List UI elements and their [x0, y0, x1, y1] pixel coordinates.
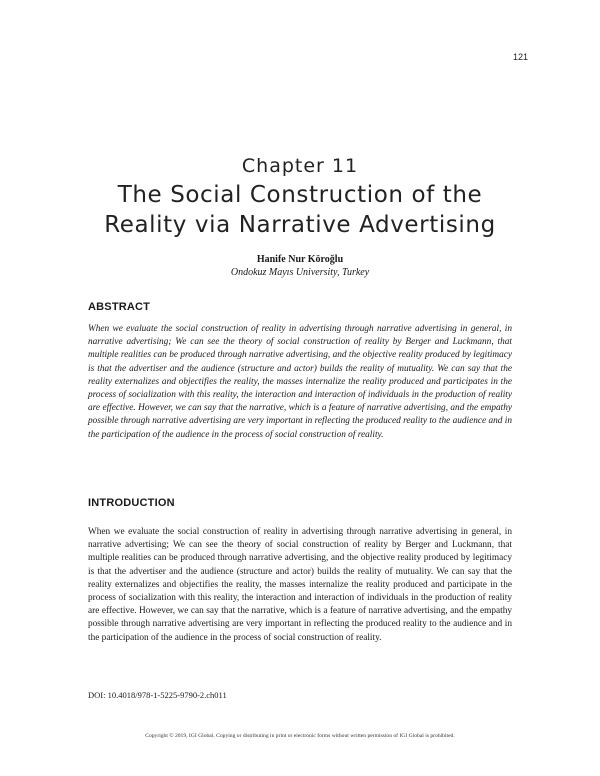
copyright-notice: Copyright © 2019, IGI Global. Copying or distributing in print or electronic forms without written permission of IGI Global is prohibited. — [145, 733, 455, 739]
doi: DOI: 10.4018/978-1-5225-9790-2.ch011 — [88, 690, 227, 700]
chapter-title-line-2: Reality via Narrative Advertising — [104, 212, 496, 238]
introduction-text: When we evaluate the social construction of reality in advertising through narrative advertising in general, in narrative advertising; We can see the theory of social construction of reality by Berger and Luckmann, that multiple realities can be produced through narrative advertising, and the objective reality produced by legitimacy is that the advertiser and the audience (structure and actor) builds the reality of mutuality. We can say that the reality externalizes and objectifies the reality, the masses internalize the reality produced and participate in the process of socialization with this reality, the interaction and interaction of individuals in the production of reality are effective. However, we can say that the narrative, which is a feature of narrative advertising, and the empathy possible through narrative advertising are very important in reflecting the produced reality to the audience and in the participation of the audience in the process of social construction of reality. — [88, 527, 512, 643]
author-name: Hanife Nur Köroğlu — [256, 254, 344, 265]
abstract-text: When we evaluate the social construction of reality in advertising through narrative advertising in general, in narrative advertising; We can see the theory of social construction of reality by Berger and Luckmann, that multiple realities can be produced through narrative advertising, and the objective reality produced by legitimacy is that the advertiser and the audience (structure and actor) builds the reality of mutuality. We can say that the reality externalizes and objectifies the reality, the masses internalize the reality produced and participates in the process of socialization with this reality, the interaction and interaction of individuals in the production of reality are effective. However, we can say that the narrative, which is a feature of narrative advertising, and the empathy possible through narrative advertising are very important in reflecting the produced reality to the audience and in the participation of the audience in the process of social construction of reality. — [88, 324, 512, 440]
chapter-title — [40, 180, 560, 240]
page-number: 121 — [512, 52, 528, 62]
chapter-title-line-1: The Social Construction of the — [117, 182, 483, 208]
introduction-heading: INTRODUCTION — [88, 497, 175, 509]
author-affiliation: Ondokuz Mayıs University, Turkey — [230, 267, 370, 278]
chapter-label: Chapter 11 — [241, 155, 359, 177]
abstract-heading: ABSTRACT — [88, 301, 151, 313]
